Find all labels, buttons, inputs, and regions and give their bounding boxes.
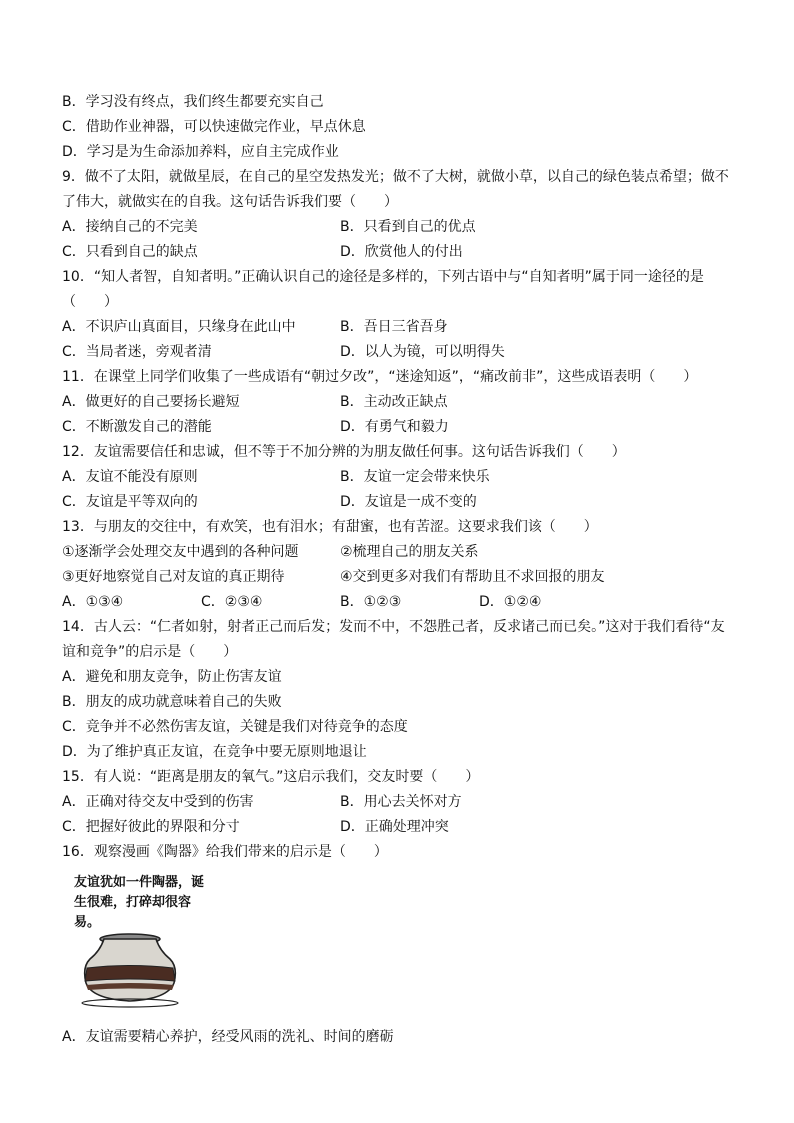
pottery-cartoon xyxy=(70,871,220,1021)
q11-stem: 11．在课堂上同学们收集了一些成语有“朝过夕改”，“迷途知返”，“痛改前非”，这些成语表明（ ） xyxy=(62,369,698,385)
q10-options-row-2 xyxy=(62,340,737,365)
q13-item-4: ④交到更多对我们有帮助且不求回报的朋友 xyxy=(340,569,605,585)
q9-option-d: D．欣赏他人的付出 xyxy=(340,244,463,260)
q11-option-c: C．不断激发自己的潜能 xyxy=(62,419,212,435)
exam-page xyxy=(62,90,737,1050)
q13-option-c: C．②③④ xyxy=(201,594,263,610)
q12-options-row-1 xyxy=(62,465,737,490)
q10-option-b: B．吾日三省吾身 xyxy=(340,319,448,335)
q9-options-row-2 xyxy=(62,240,737,265)
q12-option-c: C．友谊是平等双向的 xyxy=(62,494,198,510)
q16-stem: 16．观察漫画《陶器》给我们带来的启示是（ ） xyxy=(62,844,388,860)
q15-option-d: D．正确处理冲突 xyxy=(340,819,449,835)
q10-options-row-1 xyxy=(62,315,737,340)
q11-option-b: B．主动改正缺点 xyxy=(340,394,448,410)
q9-options-row-1 xyxy=(62,215,737,240)
q12-stem: 12．友谊需要信任和忠诚，但不等于不加分辨的为朋友做任何事。这句话告诉我们（ ） xyxy=(62,444,626,460)
q14-option-a: A．避免和朋友竞争，防止伤害友谊 xyxy=(62,669,282,685)
q15-option-b: B．用心去关怀对方 xyxy=(340,794,462,810)
q13-option-a: A．①③④ xyxy=(62,594,124,610)
q16-option-a: A．友谊需要精心养护，经受风雨的洗礼、时间的磨砺 xyxy=(62,1029,394,1045)
q12-option-b: B．友谊一定会带来快乐 xyxy=(340,469,490,485)
q13-options-row xyxy=(62,590,737,615)
q12-option-a: A．友谊不能没有原则 xyxy=(62,469,198,485)
q15-option-c: C．把握好彼此的界限和分寸 xyxy=(62,819,240,835)
q10-stem: 10．“知人者智，自知者明。”正确认识自己的途径是多样的，下列古语中与“自知者明”属于同一途径的是（ ） xyxy=(62,269,704,310)
q15-options-row-1 xyxy=(62,790,737,815)
q8-option-c: C．借助作业神器，可以快速做完作业，早点休息 xyxy=(62,119,366,135)
cartoon-caption: 友谊犹如一件陶器，诞生很难，打碎却很容易。 xyxy=(74,875,205,930)
q14-option-c: C．竞争并不必然伤害友谊，关键是我们对待竞争的态度 xyxy=(62,719,408,735)
q14-option-d: D．为了维护真正友谊，在竞争中要无原则地退让 xyxy=(62,744,367,760)
q14-option-b: B．朋友的成功就意味着自己的失败 xyxy=(62,694,282,710)
q14-stem: 14．古人云：“仁者如射，射者正己而后发；发而不中，不怨胜己者，反求诸己而已矣。”这对于我们看待“友谊和竞争”的启示是（ ） xyxy=(62,619,725,660)
q9-stem: 9．做不了太阳，就做星辰，在自己的星空发热发光；做不了大树，就做小草，以自己的绿色装点希望；做不了伟大，就做实在的自我。这句话告诉我们要（ ） xyxy=(62,169,729,210)
q13-stem: 13．与朋友的交往中，有欢笑，也有泪水；有甜蜜，也有苦涩。这要求我们该（ ） xyxy=(62,519,598,535)
q15-option-a: A．正确对待交友中受到的伤害 xyxy=(62,794,254,810)
q11-options-row-2 xyxy=(62,415,737,440)
q13-option-b: B．①②③ xyxy=(340,594,402,610)
q9-option-b: B．只看到自己的优点 xyxy=(340,219,476,235)
q13-items-row-1 xyxy=(62,540,737,565)
q11-option-a: A．做更好的自己要扬长避短 xyxy=(62,394,240,410)
q11-options-row-1 xyxy=(62,390,737,415)
q12-options-row-2 xyxy=(62,490,737,515)
q13-item-1: ①逐渐学会处理交友中遇到的各种问题 xyxy=(62,544,299,560)
q11-option-d: D．有勇气和毅力 xyxy=(340,419,449,435)
q8-option-d: D．学习是为生命添加养料，应自主完成作业 xyxy=(62,144,339,160)
q13-item-3: ③更好地察觉自己对友谊的真正期待 xyxy=(62,569,285,585)
q13-items-row-2 xyxy=(62,565,737,590)
q15-stem: 15．有人说：“距离是朋友的氧气。”这启示我们，交友时要（ ） xyxy=(62,769,480,785)
q10-option-a: A．不识庐山真面目，只缘身在此山中 xyxy=(62,319,296,335)
q13-item-2: ②梳理自己的朋友关系 xyxy=(340,544,479,560)
q9-option-a: A．接纳自己的不完美 xyxy=(62,219,198,235)
q12-option-d: D．友谊是一成不变的 xyxy=(340,494,477,510)
q8-option-b: B．学习没有终点，我们终生都要充实自己 xyxy=(62,94,324,110)
q10-option-d: D．以人为镜，可以明得失 xyxy=(340,344,505,360)
q10-option-c: C．当局者迷，旁观者清 xyxy=(62,344,212,360)
q9-option-c: C．只看到自己的缺点 xyxy=(62,244,198,260)
q15-options-row-2 xyxy=(62,815,737,840)
q13-option-d: D．①②④ xyxy=(479,594,542,610)
